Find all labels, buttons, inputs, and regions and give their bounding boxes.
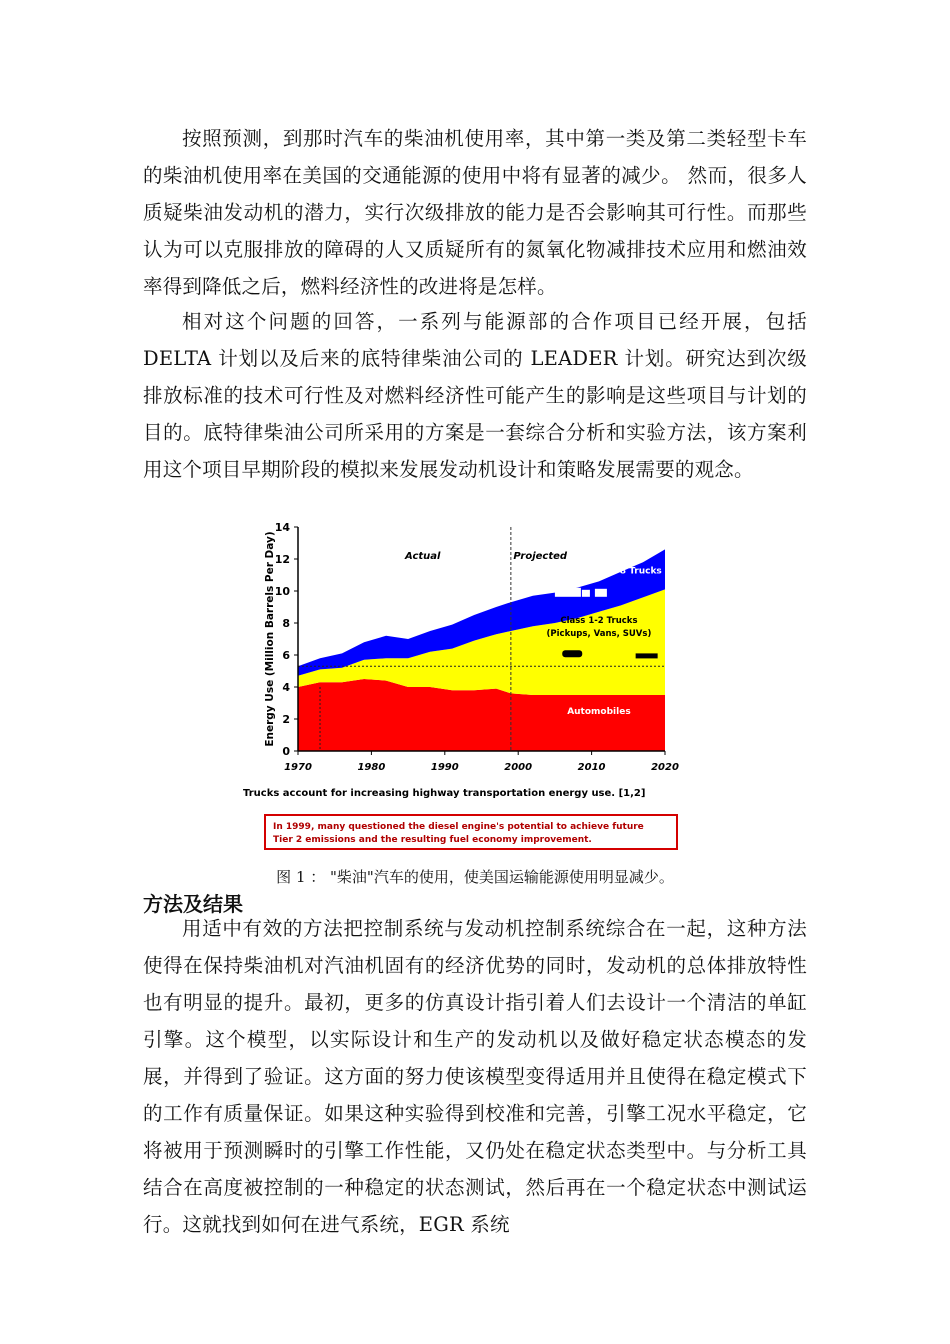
section-title: 方法及结果 [143,892,243,916]
figure-caption: 图 1 ： "柴油"汽车的使用，使美国运输能源使用明显减少。 [276,868,674,886]
y-tick-label: 6 [282,649,290,662]
y-tick-label: 0 [282,745,290,758]
x-tick-label: 1970 [284,762,312,773]
y-tick-label: 12 [274,553,290,566]
truck-icon [555,588,581,597]
suv-icon [562,650,582,657]
paragraph-3: 用适中有效的方法把控制系统与发动机控制系统综合在一起，这种方法使得在保持柴油机对汽油机固有的经济优势的同时，发动机的总体排放特性也有明显的提升。最初，更多的仿真设计指引着人们去设计一个清洁的单缸引擎。这个模型，以实际设计和生产的发动机以及做好稳定状态模态的发展，并得到了验证。这方面的努力使该模型变得适用并且使得在稳定模式下的工作有质量保证。如果这种实验得到校准和完善，引擎工况水平稳定，它将被用于预测瞬时的引擎工作性能，又仍处在稳定状态类型中。与分析工具结合在高度被控制的一种稳定的状态测试，然后再在一个稳定状态中测试运行。这就找到如何在进气系统，EGR 系统 [143,917,807,1236]
x-tick-label: 2020 [651,762,679,773]
paragraph-1: 按照预测，到那时汽车的柴油机使用率，其中第一类及第二类轻型卡车的柴油机使用率在美国的交通能源的使用中将有显著的减少。 然而，很多人质疑柴油发动机的潜力，实行次级排放的能力是否会影响其可行性。而那些认为可以克服排放的障碍的人又质疑所有的氮氧化物减排技术应用和燃油效率得到降低之后，燃料经济性的改进将是怎样。 [143,127,807,298]
region-label-actual: Actual [405,551,441,562]
truck-cab-icon [582,590,590,597]
energy-use-chart [233,517,705,857]
pickup-icon [636,653,658,658]
x-tick-label: 1990 [430,762,459,773]
y-axis-label: Energy Use (Million Barrels Per Day) [264,531,276,747]
y-tick-label: 8 [282,617,290,630]
y-tick-label: 14 [274,521,290,534]
y-tick-label: 10 [274,585,290,598]
note-line-2: Tier 2 emissions and the resulting fuel economy improvement. [273,835,592,845]
note-line-1: In 1999, many questioned the diesel engine's potential to achieve future [273,822,644,832]
series-label-class-1-2-trucks: Class 1-2 Trucks [560,616,638,626]
x-tick-label: 2010 [577,762,606,773]
x-tick-label: 1980 [357,762,386,773]
region-label-projected: Projected [513,551,568,562]
x-tick-label: 2000 [504,762,533,773]
chart-subtitle: Trucks account for increasing highway transportation energy use. [1,2] [243,788,646,799]
series-label-class-1-2-trucks-detail: (Pickups, Vans, SUVs) [546,628,652,639]
figure-energy-chart [233,517,705,857]
van-icon [595,589,607,597]
y-tick-label: 2 [282,713,290,726]
y-tick-label: 4 [282,681,290,694]
series-label-automobiles: Automobiles [567,707,631,718]
paragraph-2: 相对这个问题的回答，一系列与能源部的合作项目已经开展，包括 DELTA 计划以及后来的底特律柴油公司的 LEADER 计划。研究达到次级排放标准的技术可行性及对燃料经济性可能产生的影响是这些项目与计划的目的。底特律柴油公司所采用的方案是一套综合分析和实验方法，该方案利用这个项目早期阶段的模拟来发展发动机设计和策略发展需要的观念。 [143,310,807,481]
series-label-class-3-8-trucks: Class 3-8 Trucks [580,566,662,577]
